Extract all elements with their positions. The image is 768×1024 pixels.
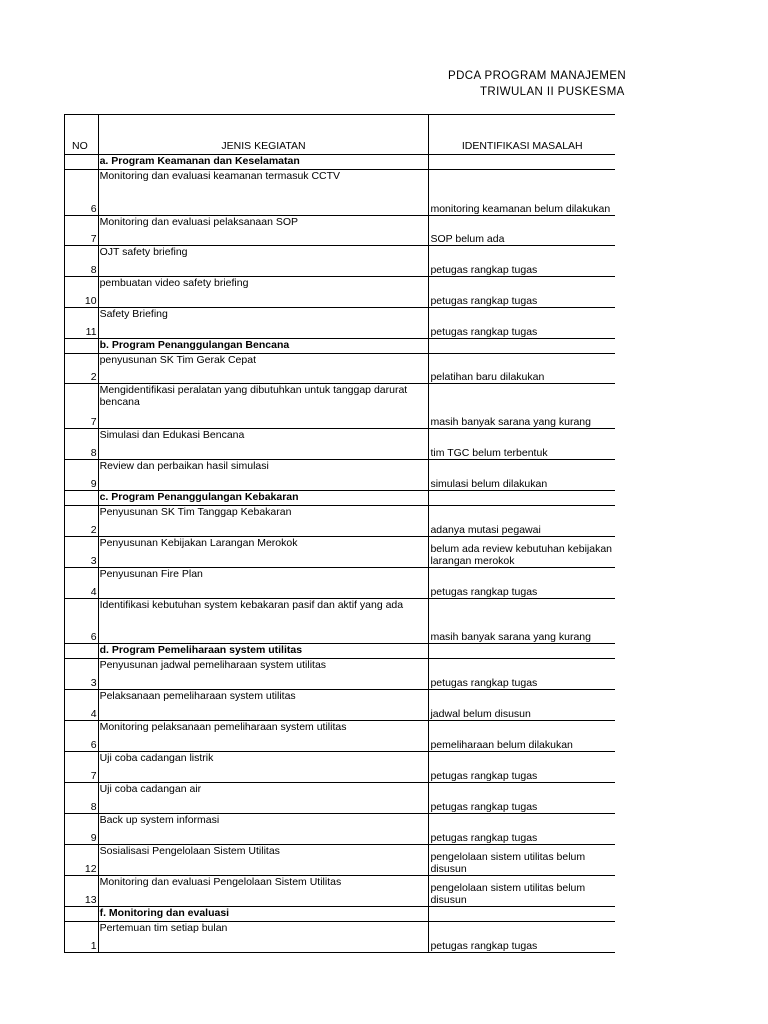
column-header-jenis-kegiatan: JENIS KEGIATAN — [98, 115, 429, 155]
jenis-kegiatan-cell: Monitoring dan evaluasi pelaksanaan SOP — [98, 216, 429, 246]
jenis-kegiatan-cell: Monitoring dan evaluasi Pengelolaan Sistem Utilitas — [98, 876, 429, 907]
table-row — [65, 429, 615, 460]
table-header-row — [65, 115, 615, 155]
row-number: 2 — [65, 354, 98, 384]
identifikasi-masalah-cell: pelatihan baru dilakukan — [429, 354, 615, 384]
table-row — [65, 277, 615, 308]
identifikasi-masalah-cell: monitoring keamanan belum dilakukan — [429, 170, 615, 216]
identifikasi-masalah-cell: petugas rangkap tugas — [429, 659, 615, 690]
jenis-kegiatan-cell: penyusunan SK Tim Gerak Cepat — [98, 354, 429, 384]
table-row — [65, 537, 615, 568]
section-row — [65, 907, 615, 922]
row-number: 9 — [65, 814, 98, 845]
identifikasi-masalah-cell: petugas rangkap tugas — [429, 246, 615, 277]
identifikasi-masalah-cell: masih banyak sarana yang kurang — [429, 384, 615, 429]
row-number: 4 — [65, 690, 98, 721]
row-number: 3 — [65, 659, 98, 690]
section-title: f. Monitoring dan evaluasi — [98, 907, 429, 922]
identifikasi-masalah-cell: pengelolaan sistem utilitas belum disusun — [429, 845, 615, 876]
section-title: b. Program Penanggulangan Bencana — [98, 339, 429, 354]
table-row — [65, 599, 615, 644]
row-number: 6 — [65, 170, 98, 216]
section-no-cell — [65, 339, 98, 354]
jenis-kegiatan-cell: Simulasi dan Edukasi Bencana — [98, 429, 429, 460]
identifikasi-masalah-cell: petugas rangkap tugas — [429, 308, 615, 339]
table-row — [65, 752, 615, 783]
jenis-kegiatan-cell: Identifikasi kebutuhan system kebakaran pasif dan aktif yang ada — [98, 599, 429, 644]
table-row — [65, 659, 615, 690]
row-number: 4 — [65, 568, 98, 599]
row-number: 6 — [65, 599, 98, 644]
section-no-cell — [65, 155, 98, 170]
section-title: a. Program Keamanan dan Keselamatan — [98, 155, 429, 170]
document-subtitle: TRIWULAN II PUSKESMA — [480, 86, 625, 98]
section-masalah-cell — [429, 907, 615, 922]
table-row — [65, 384, 615, 429]
table-row — [65, 308, 615, 339]
column-header-identifikasi-masalah: IDENTIFIKASI MASALAH — [429, 115, 615, 155]
identifikasi-masalah-cell: petugas rangkap tugas — [429, 752, 615, 783]
identifikasi-masalah-cell: masih banyak sarana yang kurang — [429, 599, 615, 644]
pdca-table-container — [64, 114, 615, 953]
identifikasi-masalah-cell: adanya mutasi pegawai — [429, 506, 615, 537]
jenis-kegiatan-cell: Monitoring dan evaluasi keamanan termasuk CCTV — [98, 170, 429, 216]
section-row — [65, 644, 615, 659]
row-number: 9 — [65, 460, 98, 491]
jenis-kegiatan-cell: Penyusunan Fire Plan — [98, 568, 429, 599]
section-row — [65, 339, 615, 354]
row-number: 8 — [65, 783, 98, 814]
row-number: 8 — [65, 429, 98, 460]
row-number: 11 — [65, 308, 98, 339]
jenis-kegiatan-cell: Penyusunan jadwal pemeliharaan system utilitas — [98, 659, 429, 690]
section-masalah-cell — [429, 339, 615, 354]
row-number: 3 — [65, 537, 98, 568]
table-row — [65, 568, 615, 599]
jenis-kegiatan-cell: OJT safety briefing — [98, 246, 429, 277]
section-masalah-cell — [429, 491, 615, 506]
identifikasi-masalah-cell: belum ada review kebutuhan kebijakan larangan merokok — [429, 537, 615, 568]
table-row — [65, 460, 615, 491]
identifikasi-masalah-cell: petugas rangkap tugas — [429, 783, 615, 814]
row-number: 8 — [65, 246, 98, 277]
table-row — [65, 814, 615, 845]
identifikasi-masalah-cell: petugas rangkap tugas — [429, 922, 615, 953]
table-row — [65, 170, 615, 216]
section-row — [65, 491, 615, 506]
table-row — [65, 845, 615, 876]
identifikasi-masalah-cell: petugas rangkap tugas — [429, 277, 615, 308]
row-number: 1 — [65, 922, 98, 953]
section-masalah-cell — [429, 644, 615, 659]
row-number: 13 — [65, 876, 98, 907]
jenis-kegiatan-cell: Uji coba cadangan listrik — [98, 752, 429, 783]
table-row — [65, 922, 615, 953]
row-number: 2 — [65, 506, 98, 537]
identifikasi-masalah-cell: tim TGC belum terbentuk — [429, 429, 615, 460]
jenis-kegiatan-cell: Back up system informasi — [98, 814, 429, 845]
table-row — [65, 690, 615, 721]
jenis-kegiatan-cell: Review dan perbaikan hasil simulasi — [98, 460, 429, 491]
identifikasi-masalah-cell: simulasi belum dilakukan — [429, 460, 615, 491]
table-row — [65, 216, 615, 246]
row-number: 7 — [65, 216, 98, 246]
table-row — [65, 783, 615, 814]
column-header-no: NO — [65, 115, 98, 155]
identifikasi-masalah-cell: jadwal belum disusun — [429, 690, 615, 721]
section-title: c. Program Penanggulangan Kebakaran — [98, 491, 429, 506]
section-no-cell — [65, 491, 98, 506]
identifikasi-masalah-cell: petugas rangkap tugas — [429, 568, 615, 599]
section-no-cell — [65, 644, 98, 659]
jenis-kegiatan-cell: Penyusunan SK Tim Tanggap Kebakaran — [98, 506, 429, 537]
row-number: 12 — [65, 845, 98, 876]
jenis-kegiatan-cell: Pertemuan tim setiap bulan — [98, 922, 429, 953]
jenis-kegiatan-cell: Pelaksanaan pemeliharaan system utilitas — [98, 690, 429, 721]
row-number: 10 — [65, 277, 98, 308]
document-title: PDCA PROGRAM MANAJEMEN — [448, 70, 627, 82]
identifikasi-masalah-cell: petugas rangkap tugas — [429, 814, 615, 845]
jenis-kegiatan-cell: Monitoring pelaksanaan pemeliharaan system utilitas — [98, 721, 429, 752]
jenis-kegiatan-cell: Uji coba cadangan air — [98, 783, 429, 814]
section-row — [65, 155, 615, 170]
identifikasi-masalah-cell: SOP belum ada — [429, 216, 615, 246]
identifikasi-masalah-cell: pemeliharaan belum dilakukan — [429, 721, 615, 752]
table-body — [65, 115, 615, 953]
identifikasi-masalah-cell: pengelolaan sistem utilitas belum disusun — [429, 876, 615, 907]
row-number: 6 — [65, 721, 98, 752]
jenis-kegiatan-cell: Safety Briefing — [98, 308, 429, 339]
section-title: d. Program Pemeliharaan system utilitas — [98, 644, 429, 659]
table-row — [65, 506, 615, 537]
section-masalah-cell — [429, 155, 615, 170]
jenis-kegiatan-cell: Sosialisasi Pengelolaan Sistem Utilitas — [98, 845, 429, 876]
table-row — [65, 876, 615, 907]
section-no-cell — [65, 907, 98, 922]
jenis-kegiatan-cell: pembuatan video safety briefing — [98, 277, 429, 308]
table-row — [65, 721, 615, 752]
jenis-kegiatan-cell: Mengidentifikasi peralatan yang dibutuhkan untuk tanggap darurat bencana — [98, 384, 429, 429]
row-number: 7 — [65, 752, 98, 783]
row-number: 7 — [65, 384, 98, 429]
table-row — [65, 354, 615, 384]
jenis-kegiatan-cell: Penyusunan Kebijakan Larangan Merokok — [98, 537, 429, 568]
pdca-table — [65, 115, 615, 953]
table-row — [65, 246, 615, 277]
